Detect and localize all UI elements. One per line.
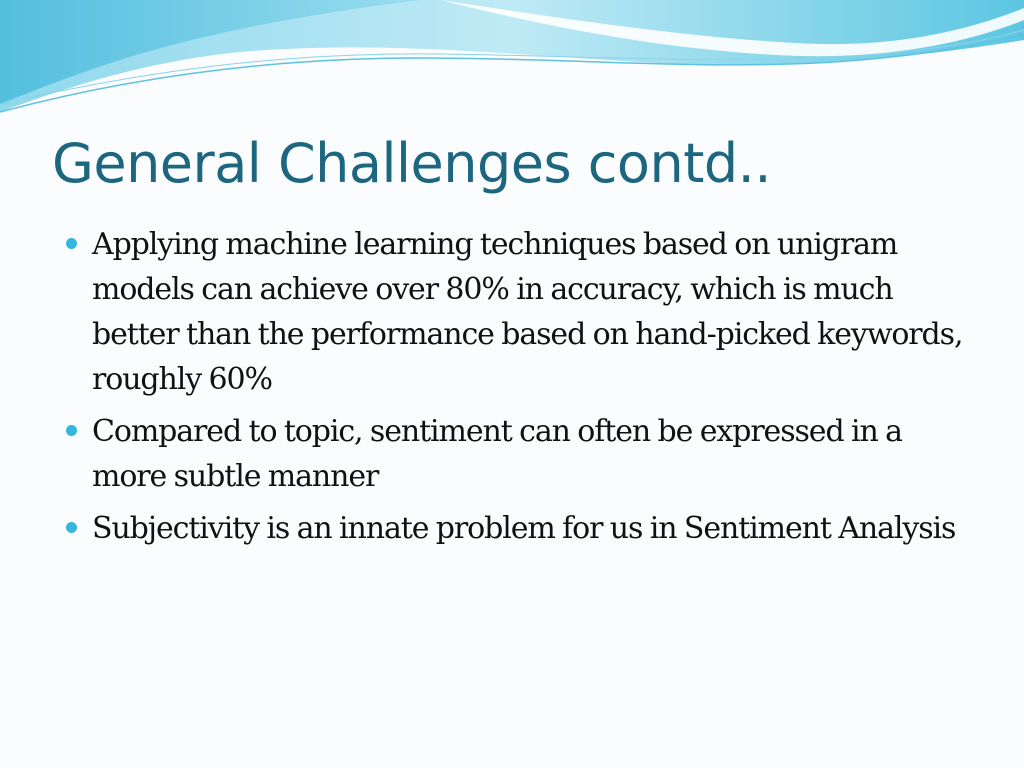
bullet-text: Applying machine learning techniques based on unigram models can achieve over 80% in accuracy, which is much better than the performance based on hand-picked keywords, roughly 60%: [92, 227, 963, 397]
bullet-dot-icon: [66, 522, 77, 533]
bullet-dot-icon: [66, 238, 77, 249]
bullet-dot-icon: [66, 425, 77, 436]
slide-title: General Challenges contd..: [52, 132, 771, 195]
bullet-item: [64, 222, 964, 402]
bullet-item: [64, 506, 964, 551]
bullet-item: [64, 409, 964, 499]
bullet-text: Compared to topic, sentiment can often be expressed in a more subtle manner: [92, 414, 902, 494]
decorative-wave-header: [0, 0, 1024, 130]
bullet-list: [64, 222, 964, 558]
bullet-text: Subjectivity is an innate problem for us in Sentiment Analysis: [92, 511, 956, 546]
